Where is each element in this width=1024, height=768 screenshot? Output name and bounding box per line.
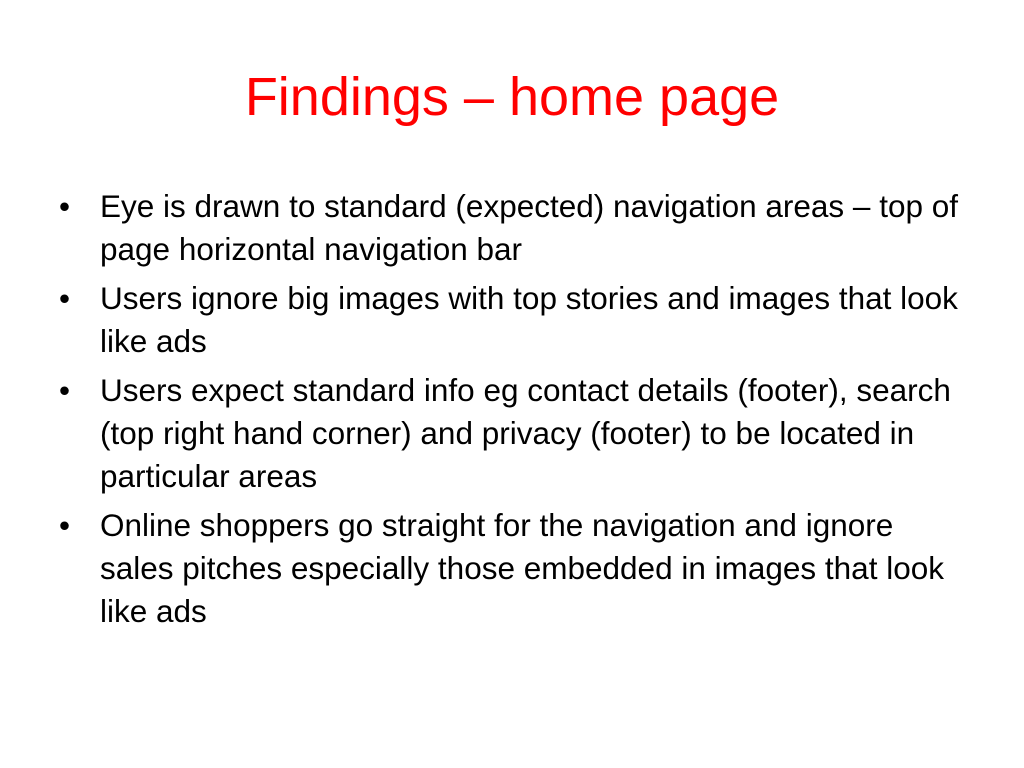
- bullet-list: [59, 185, 959, 639]
- bullet-item: [59, 277, 959, 363]
- bullet-item: [59, 504, 959, 633]
- bullet-icon: •: [59, 188, 71, 224]
- bullet-text: Users ignore big images with top stories and images that look like ads: [100, 280, 958, 359]
- bullet-icon: •: [59, 280, 71, 316]
- bullet-text: Online shoppers go straight for the navigation and ignore sales pitches especially those embedded in images that look like ads: [100, 507, 944, 629]
- bullet-text: Eye is drawn to standard (expected) navigation areas – top of page horizontal navigation bar: [100, 188, 959, 267]
- slide-title: Findings – home page: [244, 67, 780, 127]
- bullet-icon: •: [59, 507, 71, 543]
- bullet-item: [59, 369, 959, 498]
- bullet-icon: •: [59, 372, 71, 408]
- bullet-item: [59, 185, 959, 271]
- bullet-text: Users expect standard info eg contact details (footer), search (top right hand corner) and privacy (footer) to be located in particular areas: [100, 372, 951, 494]
